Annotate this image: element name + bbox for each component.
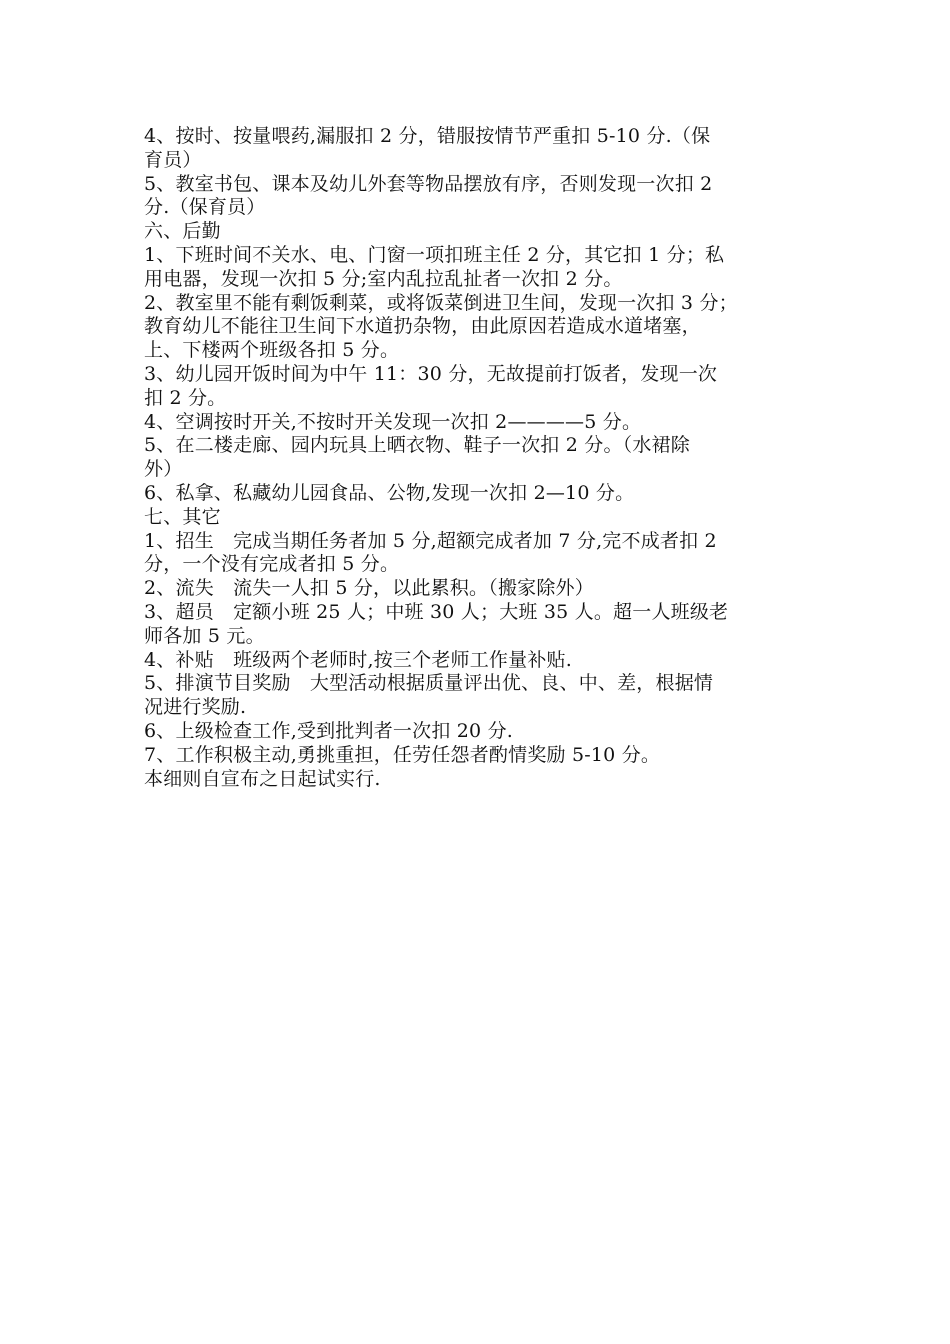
text-line: 师各加 5 元。: [144, 624, 265, 647]
text-line: 4、空调按时开关,不按时开关发现一次扣 2————5 分。: [144, 410, 642, 433]
section-heading: 七、其它: [144, 505, 221, 528]
text-line: 2、流失 流失一人扣 5 分，以此累积。（搬家除外）: [144, 577, 594, 600]
text-line: 外）: [144, 458, 183, 481]
text-line: 况进行奖励.: [144, 696, 247, 719]
text-line: 5、教室书包、课本及幼儿外套等物品摆放有序，否则发现一次扣 2: [144, 172, 713, 195]
text-line: 分.（保育员）: [144, 196, 266, 219]
text-line: 扣 2 分。: [144, 386, 227, 409]
text-line: 5、排演节目奖励 大型活动根据质量评出优、良、中、差，根据情: [144, 672, 714, 695]
text-line: 6、私拿、私藏幼儿园食品、公物,发现一次扣 2—10 分。: [144, 481, 635, 504]
text-line: 1、招生 完成当期任务者加 5 分,超额完成者加 7 分,完不成者扣 2: [144, 529, 717, 552]
text-line: 4、补贴 班级两个老师时,按三个老师工作量补贴.: [144, 648, 572, 671]
text-line: 分，一个没有完成者扣 5 分。: [144, 553, 400, 576]
text-line: 6、上级检查工作,受到批判者一次扣 20 分.: [144, 719, 514, 742]
closing-line: 本细则自宣布之日起试实行.: [144, 767, 381, 790]
text-line: 3、超员 定额小班 25 人；中班 30 人；大班 35 人。超一人班级老: [144, 600, 729, 623]
text-line: 上、下楼两个班级各扣 5 分。: [144, 339, 400, 362]
text-line: 5、在二楼走廊、园内玩具上晒衣物、鞋子一次扣 2 分。（水裙除: [144, 434, 690, 457]
text-line: 3、幼儿园开饭时间为中午 11：30 分，无故提前打饭者，发现一次: [144, 362, 718, 385]
text-line: 育员）: [144, 148, 202, 171]
text-line: 1、下班时间不关水、电、门窗一项扣班主任 2 分，其它扣 1 分；私: [144, 243, 725, 266]
text-line: 4、按时、按量喂药,漏服扣 2 分，错服按情节严重扣 5-10 分.（保: [144, 125, 711, 147]
text-line: 用电器，发现一次扣 5 分;室内乱拉乱扯者一次扣 2 分。: [144, 267, 623, 290]
document-text-block: [144, 125, 816, 791]
text-line: 7、工作积极主动,勇挑重担，任劳任怨者酌情奖励 5-10 分。: [144, 743, 661, 766]
text-line: 教育幼儿不能往卫生间下水道扔杂物，由此原因若造成水道堵塞，: [144, 315, 701, 338]
section-heading: 六、后勤: [144, 220, 221, 243]
text-line: 2、教室里不能有剩饭剩菜，或将饭菜倒进卫生间，发现一次扣 3 分；: [144, 291, 738, 314]
